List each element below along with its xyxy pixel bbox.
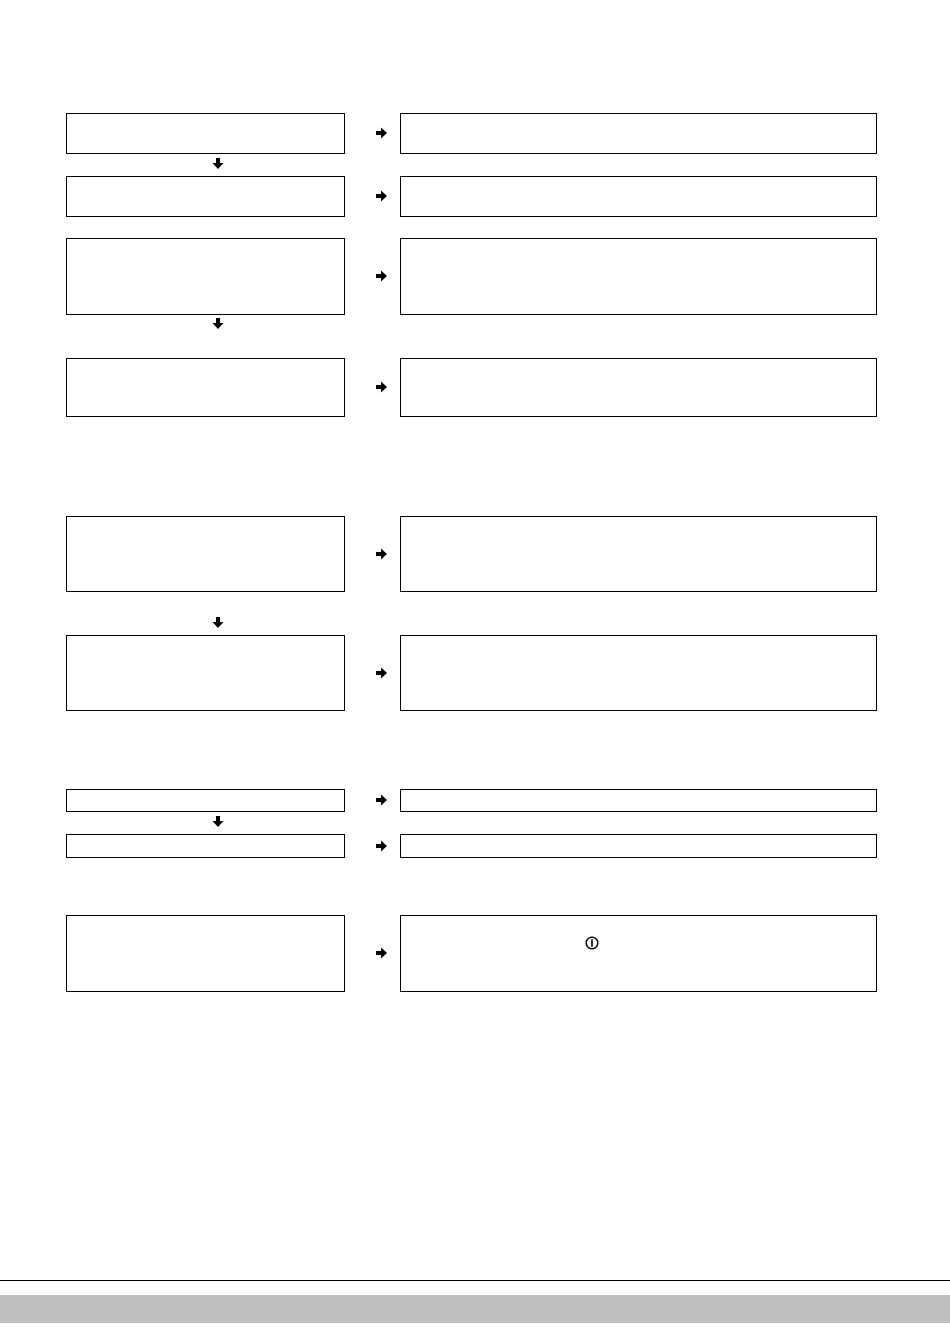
arrow-right-icon — [376, 667, 388, 679]
arrow-right-icon — [376, 840, 388, 852]
power-icon — [585, 936, 599, 950]
arrow-right-icon — [376, 381, 388, 393]
condition-box — [66, 176, 345, 217]
action-box — [400, 635, 877, 711]
arrow-down-icon — [212, 816, 224, 828]
action-box — [400, 516, 877, 592]
arrow-right-icon — [376, 270, 388, 282]
condition-box — [66, 789, 345, 812]
action-box — [400, 238, 877, 315]
footer-bar — [0, 1295, 950, 1323]
condition-box — [66, 238, 345, 315]
arrow-down-icon — [212, 617, 224, 629]
arrow-right-icon — [376, 548, 388, 560]
arrow-down-icon — [212, 158, 224, 170]
condition-box — [66, 516, 345, 592]
condition-box — [66, 635, 345, 711]
action-box — [400, 113, 877, 154]
arrow-right-icon — [376, 127, 388, 139]
condition-box — [66, 834, 345, 858]
condition-box — [66, 358, 345, 417]
condition-box — [66, 915, 345, 992]
action-box — [400, 176, 877, 217]
footer-rule — [0, 1280, 950, 1281]
action-box — [400, 915, 877, 992]
action-box — [400, 358, 877, 417]
condition-box — [66, 113, 345, 154]
arrow-down-icon — [212, 318, 224, 330]
arrow-right-icon — [376, 947, 388, 959]
action-box — [400, 789, 877, 812]
arrow-right-icon — [376, 190, 388, 202]
action-box — [400, 834, 877, 858]
arrow-right-icon — [376, 794, 388, 806]
